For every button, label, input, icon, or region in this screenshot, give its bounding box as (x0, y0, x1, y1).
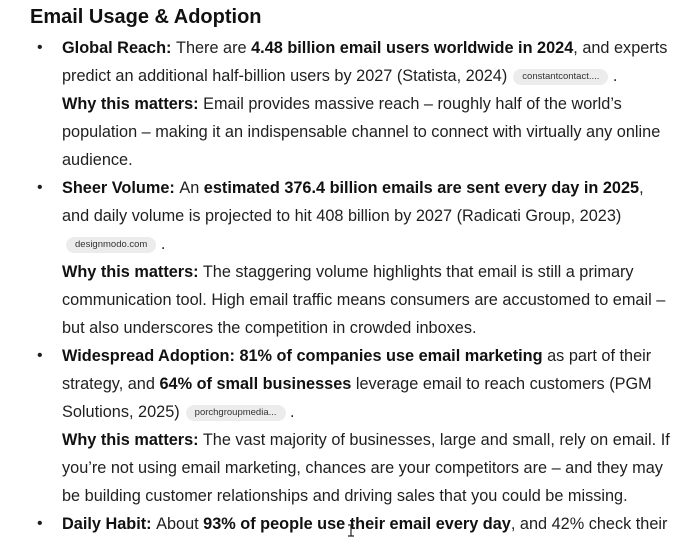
why-it-matters (62, 426, 673, 510)
why-text: The staggering volume highlights that email is still a primary communication tool. High email traffic means consumers are accustomed to email – but also underscores the competition in crowded inboxes. (62, 263, 666, 337)
text-run: About (156, 515, 204, 533)
highlight-stat: 81% of companies use email marketing (239, 347, 543, 365)
item-main-text: Sheer Volume: An estimated 376.4 billion emails are sent every day in 2025, and daily volume is projected to hit 408 billion by 2027 (Radicati Group, 2023) designmodo.com . (62, 179, 644, 253)
why-it-matters (62, 258, 673, 342)
text-run: , and daily volume is projected to hit 408 billion by 2027 (Radicati Group, 2023) (62, 179, 644, 225)
text-cursor-icon (346, 524, 356, 537)
source-citation-chip[interactable]: porchgroupmedia... (186, 405, 286, 421)
bullet-marker: • (37, 39, 43, 56)
text-run: There are (176, 39, 252, 57)
stats-list (0, 34, 689, 538)
text-run: leverage email to reach customers (PGM Solutions, 2025) (62, 375, 652, 421)
list-item-widespread-adoption (0, 342, 689, 510)
why-text: The vast majority of businesses, large and small, rely on email. If you’re not using email marketing, chances are your competitors are – and they may be building customer relationships and driving sales that you could be missing. (62, 431, 670, 505)
item-main-text: Global Reach: There are 4.48 billion email users worldwide in 2024, and experts predict an additional half-billion users by 2027 (Statista, 2024) constantcontact.... . (62, 39, 668, 85)
item-main-text (62, 510, 673, 538)
list-item-sheer-volume (0, 174, 689, 342)
text-run: as part of their strategy, and (62, 347, 652, 393)
item-main-text: Widespread Adoption: 81% of companies use email marketing as part of their strategy, and 64% of small businesses leverage email to reach customers (PGM Solutions, 2025) porchgroupmedia... . (62, 347, 652, 421)
item-title: Widespread Adoption: (62, 347, 240, 365)
bullet-marker: • (37, 515, 43, 532)
source-citation-chip[interactable]: constantcontact.... (513, 69, 608, 85)
bullet-marker: • (37, 347, 43, 364)
why-label: Why this matters: (62, 431, 199, 449)
text-run: , and 42% check their (510, 515, 668, 533)
why-label: Why this matters: (62, 263, 199, 281)
bullet-marker: • (37, 179, 43, 196)
item-title: Global Reach: (62, 39, 176, 57)
why-label: Why this matters: (62, 95, 199, 113)
highlight-stat: 64% of small businesses (159, 375, 352, 393)
list-item-global-reach (0, 34, 689, 174)
item-title: Sheer Volume: (62, 179, 180, 197)
why-text: Email provides massive reach – roughly half of the world’s population – making it an indispensable channel to connect with virtually any online audience. (62, 95, 661, 169)
why-it-matters (62, 90, 673, 174)
highlight-stat: 93% of people use their email every day (203, 515, 511, 533)
text-run: An (179, 179, 204, 197)
list-item-daily-habit (0, 510, 689, 538)
highlight-stat: 4.48 billion email users worldwide in 2024 (251, 39, 574, 57)
source-citation-chip[interactable]: designmodo.com (66, 237, 156, 253)
section-heading: Email Usage & Adoption (30, 6, 262, 28)
highlight-stat: estimated 376.4 billion emails are sent every day in 2025 (203, 179, 640, 197)
item-title: Daily Habit: (62, 515, 157, 533)
text-run: , and experts predict an additional half-billion users by 2027 (Statista, 2024) (62, 39, 668, 85)
